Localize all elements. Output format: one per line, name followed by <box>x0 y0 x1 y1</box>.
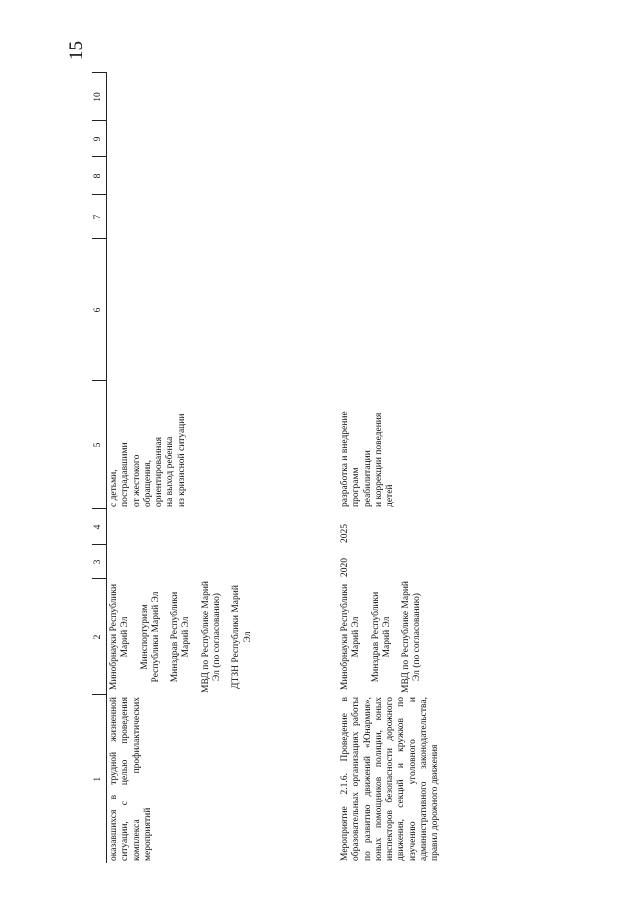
empty-cell <box>107 73 333 121</box>
end-year <box>107 509 333 545</box>
executors-cell <box>107 579 333 695</box>
executor: Минздрав Республики Марий Эл <box>170 591 192 683</box>
executor: МВД по Республике Марий Эл (по согласованию) <box>200 581 223 693</box>
header-col-8: 8 <box>92 157 107 195</box>
executor: Минспортуризм Республики Марий Эл <box>139 591 161 683</box>
header-col-7: 7 <box>92 195 107 239</box>
header-col-10: 10 <box>92 73 107 121</box>
table-row <box>107 73 333 863</box>
empty-cell <box>107 121 333 157</box>
header-col-6: 6 <box>92 239 107 381</box>
header-row <box>92 73 107 863</box>
start-year <box>107 545 333 579</box>
header-col-5: 5 <box>92 381 107 509</box>
executor: МВД по Республике Марий Эл (по согласованию) <box>401 581 423 693</box>
executor: ДТЗН Республики Марий Эл <box>231 585 253 689</box>
expected-result: разработка и внедрение программ реабилитации и коррекции поведения детей <box>340 411 396 507</box>
header-col-3: 3 <box>92 545 107 579</box>
empty-cell <box>107 195 333 239</box>
empty-cell <box>332 195 520 239</box>
empty-cell <box>332 73 520 121</box>
executors-cell <box>332 579 520 695</box>
header-col-9: 9 <box>92 121 107 157</box>
measures-table <box>92 73 520 864</box>
empty-cell <box>107 157 333 195</box>
executor: Минздрав Республики Марий Эл <box>370 591 392 683</box>
executor: Минобрнауки Республики Марий Эл <box>109 583 131 691</box>
empty-cell <box>107 239 333 381</box>
start-year: 2020 <box>340 558 350 577</box>
page-number: 15 <box>66 41 87 60</box>
empty-cell <box>332 157 520 195</box>
empty-cell <box>332 239 520 381</box>
header-col-1: 1 <box>92 695 107 863</box>
empty-cell <box>332 121 520 157</box>
header-col-2: 2 <box>92 579 107 695</box>
executor: Минобрнауки Республики Марий Эл <box>340 583 362 691</box>
rotated-table-container <box>92 73 522 863</box>
measure-description: Мероприятие 2.1.6. Проведение в образовательных организациях работы по развитию движений «Юнармия», юных помощников полиции, юных инспекторов безопасности дорожного движения, секций и кружков по изучению уголовного и административного законодательства, правил дорожного движения <box>340 697 441 861</box>
expected-result: с детьми, пострадавшими от жестокого обращения, ориентированная на выход ребенка из кризисной ситуации <box>109 413 187 507</box>
end-year: 2025 <box>340 524 350 543</box>
table-row <box>332 73 520 863</box>
header-col-4: 4 <box>92 509 107 545</box>
measure-description: оказавшихся в трудной жизненной ситуации, с целью проведения комплекса профилактических мероприятий <box>109 697 153 861</box>
